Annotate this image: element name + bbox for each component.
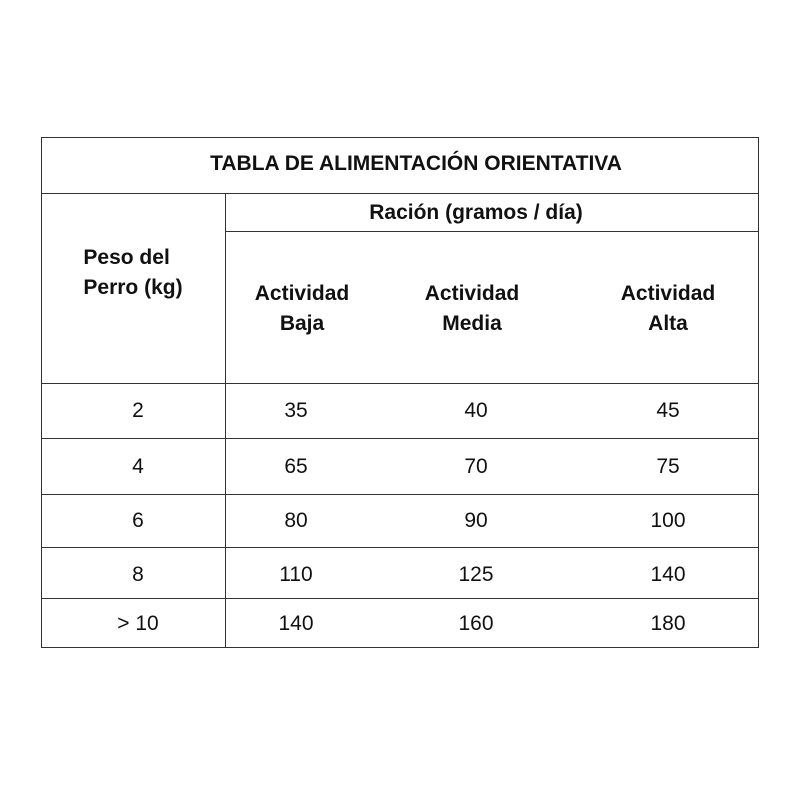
ration-cell: 125 (458, 563, 494, 586)
divider (41, 193, 759, 194)
ration-header: Ración (gramos / día) (369, 201, 583, 224)
ration-cell: 35 (284, 399, 308, 422)
weight-cell: 6 (132, 509, 144, 532)
divider (41, 547, 759, 548)
divider (41, 598, 759, 599)
divider (225, 193, 226, 648)
weight-cell: 2 (132, 399, 144, 422)
divider (41, 438, 759, 439)
weight-cell: > 10 (117, 612, 159, 635)
column-header-low: Actividad Baja (254, 282, 350, 335)
weight-cell: 8 (132, 563, 144, 586)
ration-cell: 75 (656, 455, 680, 478)
ration-cell: 40 (464, 399, 488, 422)
ration-cell: 180 (650, 612, 686, 635)
divider (41, 494, 759, 495)
ration-cell: 70 (464, 455, 488, 478)
ration-cell: 140 (650, 563, 686, 586)
ration-cell: 140 (278, 612, 314, 635)
ration-cell: 110 (279, 563, 313, 586)
weight-cell: 4 (132, 455, 144, 478)
table-title: TABLA DE ALIMENTACIÓN ORIENTATIVA (210, 152, 622, 175)
ration-cell: 160 (458, 612, 494, 635)
ration-cell: 90 (464, 509, 488, 532)
column-header-high: Actividad Alta (620, 282, 716, 335)
ration-cell: 65 (284, 455, 308, 478)
ration-cell: 80 (284, 509, 308, 532)
weight-header: Peso del Perro (kg) (83, 246, 183, 299)
divider (41, 383, 759, 384)
ration-cell: 45 (656, 399, 680, 422)
divider (226, 231, 759, 232)
ration-cell: 100 (650, 509, 686, 532)
column-header-medium: Actividad Media (424, 282, 520, 335)
